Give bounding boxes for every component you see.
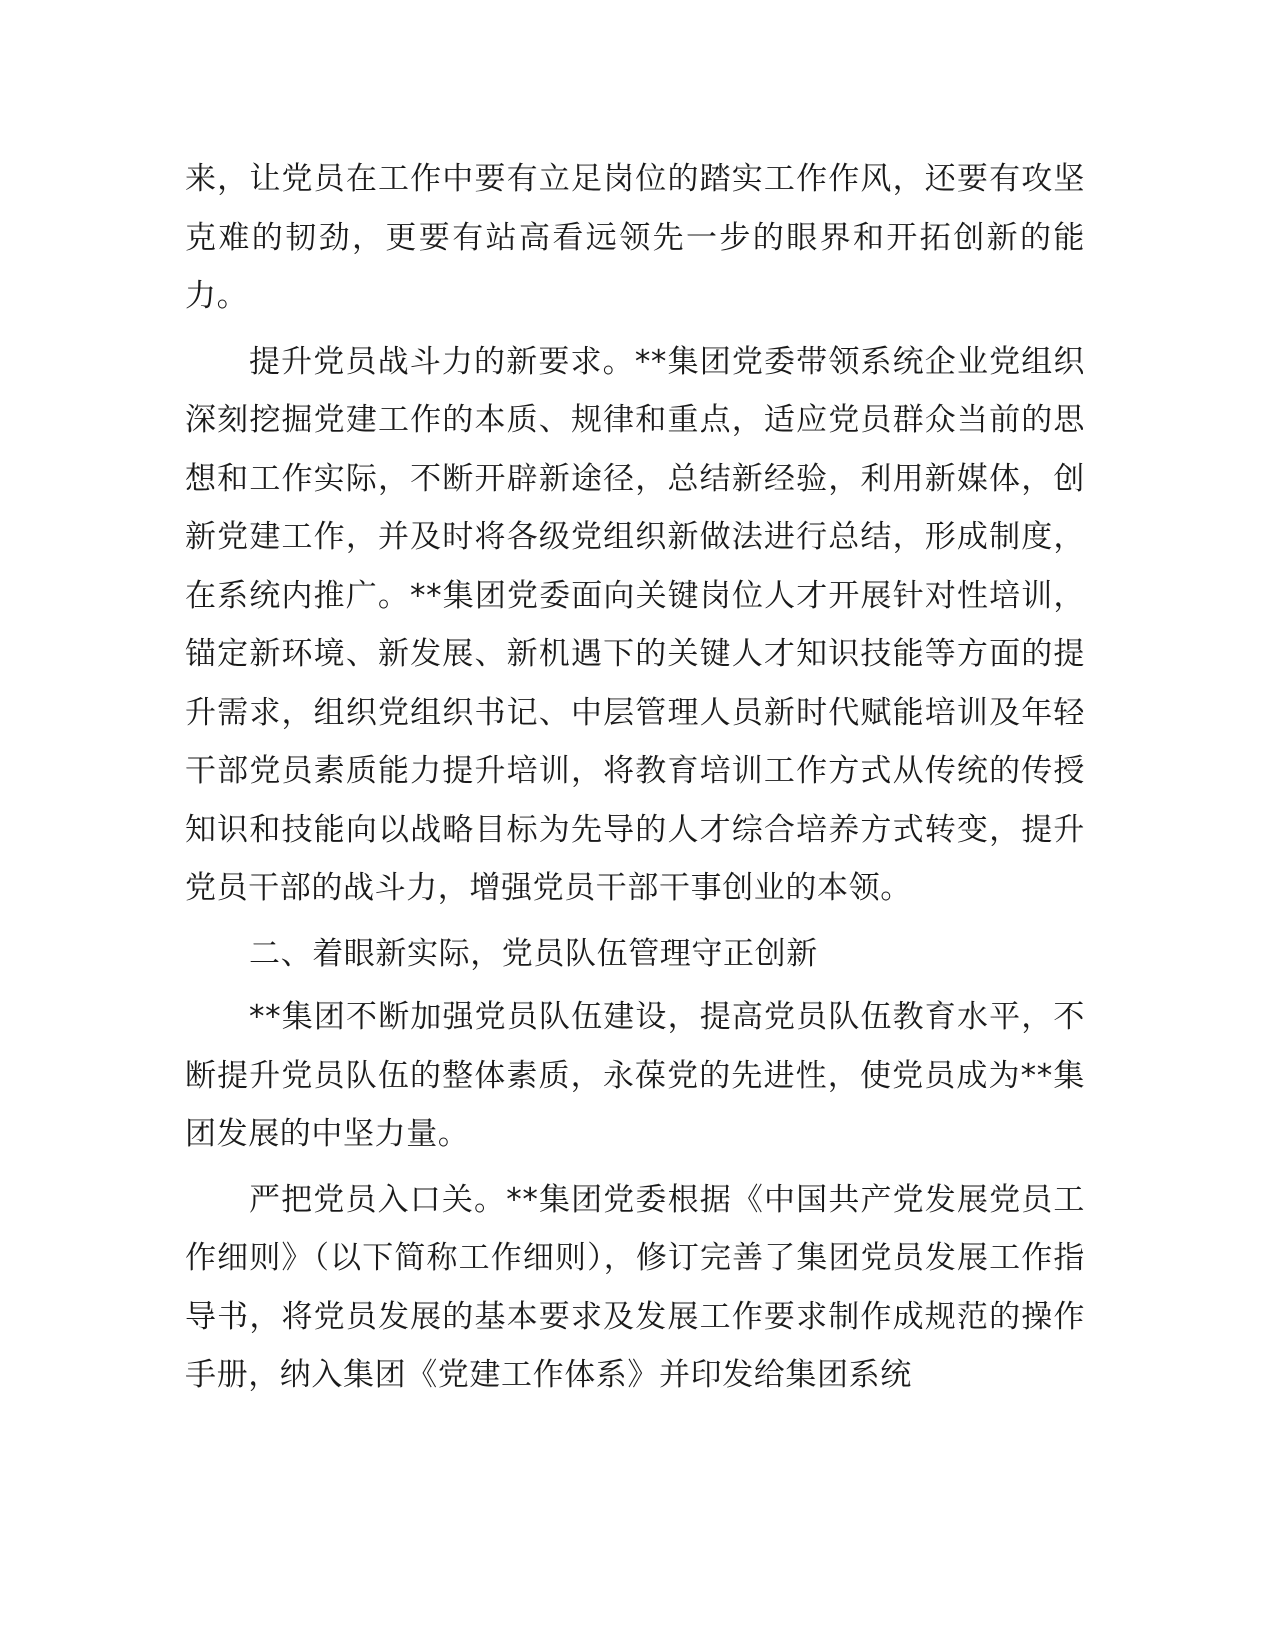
document-body: [185, 150, 1085, 1412]
paragraph-team-building: **集团不断加强党员队伍建设，提高党员队伍教育水平，不断提升党员队伍的整体素质，永葆党的先进性，使党员成为**集团发展的中坚力量。: [185, 999, 1085, 1152]
paragraph-combat-effectiveness: 提升党员战斗力的新要求。**集团党委带领系统企业党组织深刻挖掘党建工作的本质、规律和重点，适应党员群众当前的思想和工作实际，不断开辟新途径，总结新经验，利用新媒体，创新党建工作，并及时将各级党组织新做法进行总结，形成制度，在系统内推广。**集团党委面向关键岗位人才开展针对性培训，锚定新环境、新发展、新机遇下的关键人才知识技能等方面的提升需求，组织党组织书记、中层管理人员新时代赋能培训及年轻干部党员素质能力提升培训，将教育培训工作方式从传统的传授知识和技能向以战略目标为先导的人才综合培养方式转变，提升党员干部的战斗力，增强党员干部干事创业的本领。: [185, 343, 1085, 906]
paragraph-continuation: 来，让党员在工作中要有立足岗位的踏实工作作风，还要有攻坚克难的韧劲，更要有站高看远领先一步的眼界和开拓创新的能力。: [185, 161, 1085, 314]
paragraph-entry-control: 严把党员入口关。**集团党委根据《中国共产党发展党员工作细则》（以下简称工作细则），修订完善了集团党员发展工作指导书，将党员发展的基本要求及发展工作要求制作成规范的操作手册，纳入集团《党建工作体系》并印发给集团系统: [185, 1181, 1085, 1393]
section-heading-2: 二、着眼新实际，党员队伍管理守正创新: [249, 935, 818, 972]
